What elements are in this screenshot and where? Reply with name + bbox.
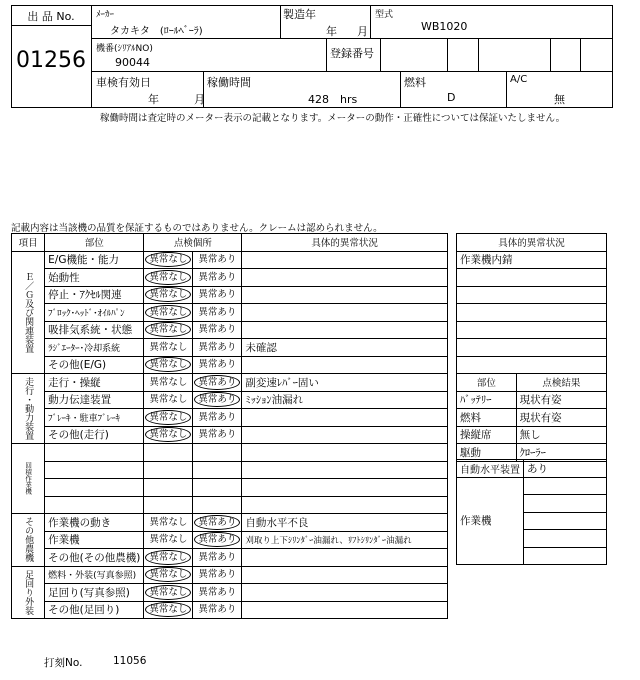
table-row xyxy=(12,391,448,409)
abnormal-option: 異常あり xyxy=(198,341,237,353)
table-row xyxy=(12,374,448,392)
abnormal-option-cell xyxy=(193,461,242,479)
header-row-line-1 xyxy=(91,38,613,39)
right-detail-row xyxy=(457,356,607,374)
kata-label: 型式 xyxy=(375,10,394,20)
shuppin-number: 01256 xyxy=(16,48,86,73)
right-result-table xyxy=(456,373,607,462)
normal-option: 異常なし xyxy=(145,585,191,600)
table-row xyxy=(12,531,448,549)
abnormal-option: 異常あり xyxy=(198,306,237,318)
abnormal-option-cell xyxy=(193,601,242,619)
abnormal-option-cell xyxy=(193,479,242,497)
right-result-row xyxy=(457,409,607,427)
category-label: 走行・動力装置 xyxy=(23,377,34,440)
detail-cell xyxy=(242,356,448,374)
right-detail-cell xyxy=(457,286,607,304)
right-result-part: 駆動 xyxy=(457,444,517,462)
abnormal-option: 異常あり xyxy=(198,604,237,616)
detail-cell xyxy=(242,496,448,514)
auto-level-value: あり xyxy=(524,460,607,478)
abnormal-option-cell xyxy=(193,339,242,357)
normal-option: 異常なし xyxy=(145,270,191,285)
abnormal-option-cell xyxy=(193,549,242,567)
column-header: 点検個所 xyxy=(144,234,242,252)
abnormal-option: 異常あり xyxy=(198,569,237,581)
table-row xyxy=(12,269,448,287)
detail-cell xyxy=(242,566,448,584)
detail-cell xyxy=(242,409,448,427)
normal-option: 異常なし xyxy=(145,252,191,267)
detail-cell xyxy=(242,584,448,602)
normal-option: 異常なし xyxy=(149,394,188,406)
detail-cell xyxy=(242,304,448,322)
detail-cell: 未確認 xyxy=(242,339,448,357)
detail-cell xyxy=(242,321,448,339)
part-cell: その他(足回り) xyxy=(45,601,144,619)
category-cell xyxy=(12,566,45,619)
toroku-label: 登録番号 xyxy=(330,47,374,60)
abnormal-option: 異常あり xyxy=(194,375,240,390)
normal-option: 異常なし xyxy=(145,410,191,425)
table-row xyxy=(12,514,448,532)
detail-cell xyxy=(242,479,448,497)
table-row xyxy=(12,356,448,374)
normal-option: 異常なし xyxy=(145,357,191,372)
work-machine-cell xyxy=(524,530,607,548)
header-row-line-2 xyxy=(91,71,613,72)
right-detail-row xyxy=(457,304,607,322)
kiban-value: 90044 xyxy=(115,56,150,69)
table-row xyxy=(12,496,448,514)
work-machine-cell xyxy=(524,512,607,530)
table-row xyxy=(12,479,448,497)
detail-cell xyxy=(242,549,448,567)
part-cell: 作業機の動き xyxy=(45,514,144,532)
abnormal-option-cell xyxy=(193,269,242,287)
normal-option-cell xyxy=(144,356,193,374)
disclaimer: 記載内容は当該機の品質を保証するものではありません。クレームは認められません。 xyxy=(11,223,383,234)
normal-option: 異常なし xyxy=(145,602,191,617)
right-detail-header-row xyxy=(457,234,607,252)
normal-option: 異常なし xyxy=(145,550,191,565)
part-cell: その他(E/G) xyxy=(45,356,144,374)
work-machine-cell xyxy=(524,477,607,495)
abnormal-option-cell xyxy=(193,374,242,392)
shuppin-divider xyxy=(11,25,91,26)
right-detail-cell xyxy=(457,304,607,322)
abnormal-option-cell xyxy=(193,514,242,532)
right-detail-row xyxy=(457,251,607,269)
nenryo-value: D xyxy=(447,91,456,104)
right-detail-cell xyxy=(457,321,607,339)
stamp-no-label: 打刻No. xyxy=(44,657,83,669)
kado-label: 稼働時間 xyxy=(207,76,251,89)
normal-option-cell xyxy=(144,339,193,357)
shuppin-col-border xyxy=(91,5,92,108)
category-cell xyxy=(12,251,45,374)
normal-option-cell xyxy=(144,286,193,304)
part-cell: その他(その他農機) xyxy=(45,549,144,567)
part-cell: 燃料・外装(写真参照) xyxy=(45,566,144,584)
detail-cell xyxy=(242,461,448,479)
right-detail-header: 具体的異常状況 xyxy=(457,234,607,252)
category-label: その他農機 xyxy=(23,517,34,563)
ac-label: A/C xyxy=(510,74,528,85)
table-row xyxy=(12,549,448,567)
abnormal-option-cell xyxy=(193,426,242,444)
nenryo-label: 燃料 xyxy=(404,76,426,89)
part-cell: 作業機 xyxy=(45,531,144,549)
right-detail-table xyxy=(456,233,607,374)
abnormal-option-cell xyxy=(193,286,242,304)
right-detail-cell: 作業機内錆 xyxy=(457,251,607,269)
abnormal-option-cell xyxy=(193,251,242,269)
right-result-value: 現状有姿 xyxy=(516,409,606,427)
auto-level-label: 自動水平装置 xyxy=(457,460,524,478)
seizo-col-border xyxy=(370,5,371,38)
detail-cell xyxy=(242,251,448,269)
ac-value: 無 xyxy=(554,93,565,106)
seizo-label: 製造年 xyxy=(283,8,316,21)
right-result-header: 点検結果 xyxy=(516,374,606,392)
toroku-cell-1 xyxy=(447,38,448,71)
year-unit: 年 xyxy=(326,25,337,38)
right-detail-row xyxy=(457,339,607,357)
kata-value: WB1020 xyxy=(421,20,468,33)
part-cell: その他(走行) xyxy=(45,426,144,444)
detail-cell: 副変速ﾚﾊﾞｰ固い xyxy=(242,374,448,392)
nenryo-col-border xyxy=(506,71,507,108)
normal-option-cell xyxy=(144,601,193,619)
toroku-cell-2 xyxy=(478,38,479,71)
table-row xyxy=(12,566,448,584)
right-detail-cell xyxy=(457,269,607,287)
normal-option-cell xyxy=(144,321,193,339)
right-detail-row xyxy=(457,269,607,287)
kiban-col-border xyxy=(326,38,327,71)
table-row xyxy=(12,286,448,304)
table-row xyxy=(12,461,448,479)
part-cell xyxy=(45,461,144,479)
normal-option: 異常なし xyxy=(145,305,191,320)
kado-value: 428 hrs xyxy=(308,93,358,106)
normal-option: 異常なし xyxy=(145,322,191,337)
normal-option: 異常なし xyxy=(149,341,188,353)
normal-option-cell xyxy=(144,409,193,427)
normal-option-cell xyxy=(144,444,193,462)
abnormal-option: 異常あり xyxy=(194,392,240,407)
right-result-part: 操縦席 xyxy=(457,426,517,444)
category-cell xyxy=(12,514,45,567)
right-result-row xyxy=(457,426,607,444)
right-extra-table xyxy=(456,459,607,565)
part-cell: 吸排気系統・状態 xyxy=(45,321,144,339)
maker-col-border xyxy=(280,5,281,38)
right-result-row xyxy=(457,391,607,409)
table-row xyxy=(12,601,448,619)
right-result-header: 部位 xyxy=(457,374,517,392)
column-header: 具体的異常状況 xyxy=(242,234,448,252)
normal-option: 異常なし xyxy=(145,567,191,582)
normal-option: 異常なし xyxy=(145,427,191,442)
maker-label: ﾒｰｶｰ xyxy=(96,10,115,20)
part-cell: ﾗｼﾞｴｰﾀｰ･冷却系統 xyxy=(45,339,144,357)
right-detail-cell xyxy=(457,356,607,374)
abnormal-option-cell xyxy=(193,496,242,514)
normal-option: 異常なし xyxy=(149,516,188,528)
column-header: 部位 xyxy=(45,234,144,252)
abnormal-option-cell xyxy=(193,566,242,584)
category-label: 足回り外装 xyxy=(23,569,34,615)
normal-option-cell xyxy=(144,304,193,322)
kiban-label: 機番(ｼﾘｱﾙNO) xyxy=(96,44,153,54)
normal-option-cell xyxy=(144,269,193,287)
stamp-no-value: 11056 xyxy=(113,655,147,667)
normal-option-cell xyxy=(144,496,193,514)
normal-option-cell xyxy=(144,514,193,532)
toroku-col-border xyxy=(380,38,381,71)
detail-cell xyxy=(242,444,448,462)
abnormal-option: 異常あり xyxy=(198,289,237,301)
abnormal-option: 異常あり xyxy=(198,586,237,598)
part-cell: 走行・操縦 xyxy=(45,374,144,392)
detail-cell: 刈取り上下ｼﾘﾝﾀﾞｰ油漏れ、ﾘﾌﾄｼﾘﾝﾀﾞｰ油漏れ xyxy=(242,531,448,549)
column-header: 項目 xyxy=(12,234,45,252)
normal-option-cell xyxy=(144,391,193,409)
part-cell: ﾌﾞﾛｯｸ･ﾍｯﾄﾞ･ｵｲﾙﾊﾟﾝ xyxy=(45,304,144,322)
abnormal-option-cell xyxy=(193,531,242,549)
normal-option-cell xyxy=(144,426,193,444)
category-cell xyxy=(12,444,45,514)
table-row xyxy=(12,321,448,339)
abnormal-option: 異常あり xyxy=(198,551,237,563)
normal-option-cell xyxy=(144,584,193,602)
abnormal-option: 異常あり xyxy=(194,532,240,547)
table-row xyxy=(12,409,448,427)
work-machine-cell xyxy=(524,547,607,565)
normal-option-cell xyxy=(144,479,193,497)
abnormal-option-cell xyxy=(193,409,242,427)
abnormal-option-cell xyxy=(193,444,242,462)
detail-cell xyxy=(242,286,448,304)
normal-option-cell xyxy=(144,251,193,269)
toroku-cell-4 xyxy=(580,38,581,71)
detail-cell: ﾐｯｼｮﾝ油漏れ xyxy=(242,391,448,409)
shaken-year: 年 xyxy=(148,93,159,106)
right-result-value: ｸﾛｰﾗｰ xyxy=(516,444,606,462)
table-row xyxy=(12,339,448,357)
part-cell: 動力伝達装置 xyxy=(45,391,144,409)
normal-option: 異常なし xyxy=(149,376,188,388)
detail-cell xyxy=(242,269,448,287)
shaken-label: 車検有効日 xyxy=(96,76,151,89)
abnormal-option: 異常あり xyxy=(198,429,237,441)
category-cell xyxy=(12,374,45,444)
right-detail-row xyxy=(457,321,607,339)
inspection-table xyxy=(11,233,448,619)
part-cell xyxy=(45,496,144,514)
work-machine-label: 作業機 xyxy=(457,477,524,565)
right-result-part: ﾊﾞｯﾃﾘｰ xyxy=(457,391,517,409)
abnormal-option: 異常あり xyxy=(198,359,237,371)
part-cell: ﾌﾞﾚｰｷ・駐車ﾌﾞﾚｰｷ xyxy=(45,409,144,427)
normal-option: 異常なし xyxy=(149,534,188,546)
work-machine-cell xyxy=(524,495,607,513)
right-result-value: 無し xyxy=(516,426,606,444)
part-cell: 停止・ｱｸｾﾙ関連 xyxy=(45,286,144,304)
normal-option-cell xyxy=(144,566,193,584)
right-result-header-row xyxy=(457,374,607,392)
abnormal-option-cell xyxy=(193,304,242,322)
part-cell xyxy=(45,444,144,462)
right-result-value: 現状有姿 xyxy=(516,391,606,409)
kado-col-border xyxy=(400,71,401,108)
table-header-row xyxy=(12,234,448,252)
part-cell xyxy=(45,479,144,497)
shuppin-label: 出 品 No. xyxy=(27,10,75,23)
abnormal-option: 異常あり xyxy=(194,515,240,530)
toroku-cell-3 xyxy=(550,38,551,71)
table-row xyxy=(12,251,448,269)
hours-note: 稼働時間は査定時のメーター表示の記載となります。メーターの動作・正確性については保証いたしません。 xyxy=(100,113,566,124)
table-row xyxy=(12,426,448,444)
normal-option: 異常なし xyxy=(145,287,191,302)
abnormal-option-cell xyxy=(193,391,242,409)
abnormal-option: 異常あり xyxy=(198,324,237,336)
normal-option-cell xyxy=(144,531,193,549)
category-label: Ｅ／Ｇ及び関連装置 xyxy=(23,271,34,353)
detail-cell xyxy=(242,601,448,619)
abnormal-option: 異常あり xyxy=(198,271,237,283)
right-detail-row xyxy=(457,286,607,304)
table-row xyxy=(12,444,448,462)
maker-value: タカキタ (ﾛｰﾙﾍﾞｰﾗ) xyxy=(110,26,203,37)
part-cell: 始動性 xyxy=(45,269,144,287)
month-unit: 月 xyxy=(357,25,368,38)
normal-option-cell xyxy=(144,549,193,567)
abnormal-option-cell xyxy=(193,584,242,602)
right-detail-cell xyxy=(457,339,607,357)
right-result-part: 燃料 xyxy=(457,409,517,427)
shaken-month: 月 xyxy=(194,93,205,106)
detail-cell: 自動水平不良 xyxy=(242,514,448,532)
table-row xyxy=(12,304,448,322)
abnormal-option: 異常あり xyxy=(198,411,237,423)
part-cell: E/G機能・能力 xyxy=(45,251,144,269)
normal-option-cell xyxy=(144,374,193,392)
part-cell: 足回り(写真参照) xyxy=(45,584,144,602)
abnormal-option: 異常あり xyxy=(198,254,237,266)
detail-cell xyxy=(242,426,448,444)
abnormal-option-cell xyxy=(193,356,242,374)
category-label: 回積作業機 xyxy=(24,462,33,495)
abnormal-option-cell xyxy=(193,321,242,339)
table-row xyxy=(12,584,448,602)
normal-option-cell xyxy=(144,461,193,479)
